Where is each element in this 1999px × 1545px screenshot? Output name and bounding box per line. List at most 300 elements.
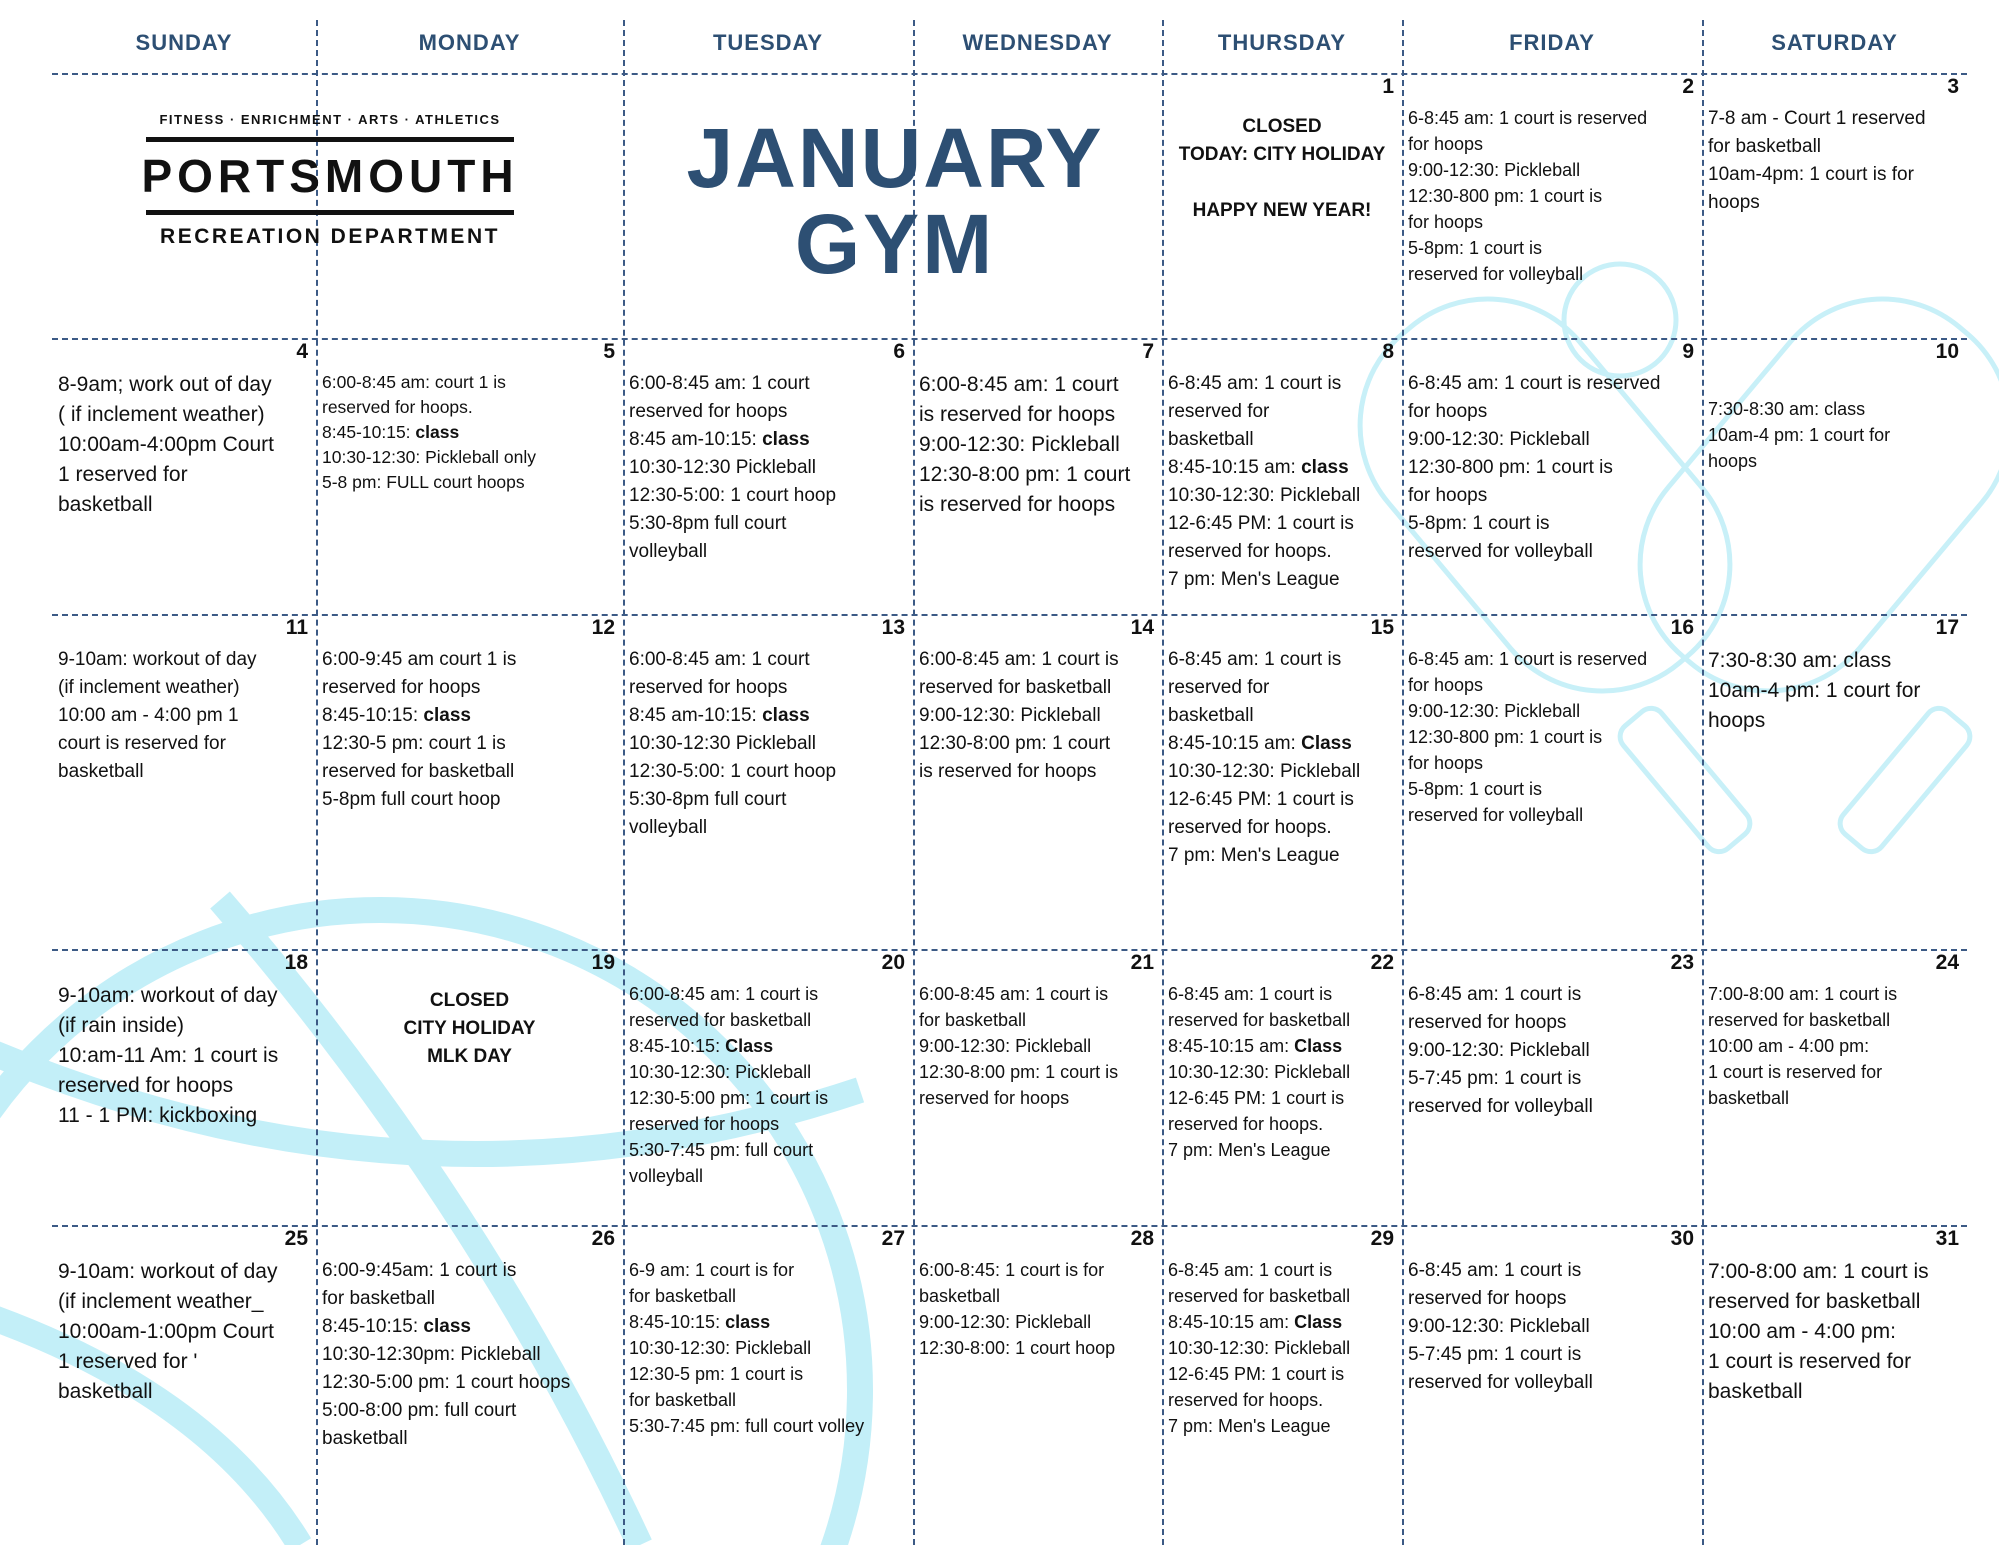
schedule-line: [629, 1257, 907, 1283]
day-cell: [623, 614, 913, 949]
schedule-text: 12:30-8:00: 1 court hoop: [919, 1338, 1116, 1358]
schedule-line: [1708, 370, 1961, 396]
schedule-line: [1168, 1257, 1396, 1283]
schedule-text: reserved for: [1168, 401, 1270, 422]
weekday-header: SUNDAY: [135, 30, 233, 55]
schedule-text: 12:30-5 pm: court 1 is: [322, 733, 506, 754]
schedule-lines: [1408, 646, 1696, 828]
schedule-text: 8:45 am-10:15:: [629, 705, 763, 726]
schedule-lines: [1708, 981, 1961, 1111]
schedule-line: [58, 1257, 310, 1287]
schedule-lines: [1708, 105, 1961, 217]
schedule-line: [629, 398, 907, 426]
schedule-text: 5-7:45 pm: 1 court is: [1408, 1068, 1582, 1089]
schedule-text: 12:30-8:00 pm: 1 court: [919, 463, 1131, 486]
schedule-lines: [919, 646, 1156, 786]
schedule-text: 5:30-8pm full court: [629, 789, 787, 810]
day-number: 12: [591, 616, 615, 639]
schedule-text: reserved for hoops: [919, 1088, 1070, 1108]
schedule-lines: [322, 646, 617, 814]
schedule-line: [1408, 981, 1696, 1009]
schedule-text: for hoops: [1408, 753, 1484, 773]
schedule-line: [322, 445, 617, 470]
schedule-line: [58, 1347, 310, 1377]
day-number: 15: [1370, 616, 1394, 639]
schedule-line: [1168, 674, 1396, 702]
schedule-line: [322, 646, 617, 674]
schedule-line: [1408, 802, 1696, 828]
schedule-text: reserved for hoops.: [1168, 1390, 1324, 1410]
schedule-text: is reserved for hoops: [919, 493, 1116, 516]
schedule-line: [1408, 209, 1696, 235]
schedule-line: [629, 1085, 907, 1111]
class-label: class: [762, 705, 810, 726]
schedule-text: 8:45 am-10:15:: [629, 429, 763, 450]
schedule-line: [629, 1007, 907, 1033]
schedule-line: [1408, 235, 1696, 261]
schedule-line: [919, 674, 1156, 702]
schedule-line: [1408, 105, 1696, 131]
schedule-text: 5-7:45 pm: 1 court is: [1408, 1344, 1582, 1365]
logo-rule: [146, 210, 514, 215]
schedule-text: reserved for volleyball: [1408, 805, 1584, 825]
schedule-text: 9:00-12:30: Pickleball: [919, 705, 1101, 726]
schedule-text: 6-8:45 am: 1 court is: [1408, 1260, 1582, 1281]
closed-notice: [322, 987, 617, 1071]
schedule-text: 1 court is reserved for: [1708, 1062, 1883, 1082]
schedule-text: 10:am-11 Am: 1 court is: [58, 1044, 279, 1067]
schedule-line: [629, 646, 907, 674]
schedule-text: 10:30-12:30: Pickleball: [1168, 761, 1361, 782]
schedule-line: [322, 420, 617, 445]
schedule-text: reserved for volleyball: [1408, 1096, 1593, 1117]
schedule-text: 12:30-8:00 pm: 1 court is: [919, 1062, 1119, 1082]
schedule-text: reserved for hoops: [629, 677, 788, 698]
schedule-text: 12:30-8:00 pm: 1 court: [919, 733, 1111, 754]
schedule-line: [1168, 566, 1396, 594]
schedule-text: 9-10am: workout of day: [58, 649, 257, 670]
schedule-text: 10:00am-4:00pm Court: [58, 433, 274, 456]
schedule-text: reserved for basketball: [1168, 1010, 1351, 1030]
schedule-text: basketball: [919, 1286, 1001, 1306]
schedule-line: [1708, 448, 1961, 474]
schedule-text: 11 - 1 PM: kickboxing: [58, 1104, 258, 1127]
schedule-text: 6-8:45 am: 1 court is reserved: [1408, 649, 1648, 669]
schedule-line: [919, 1257, 1156, 1283]
schedule-line: [1408, 538, 1696, 566]
schedule-text: 10:00am-1:00pm Court: [58, 1320, 274, 1343]
schedule-text: reserved for volleyball: [1408, 1372, 1593, 1393]
day-cell: [1702, 1225, 1967, 1545]
schedule-line: [629, 814, 907, 842]
schedule-lines: [58, 981, 310, 1131]
day-cell: [1702, 949, 1967, 1225]
schedule-line: [629, 482, 907, 510]
schedule-line: [1708, 1317, 1961, 1347]
schedule-line: [1408, 776, 1696, 802]
day-cell: [52, 614, 316, 949]
schedule-text: 1 reserved for ': [58, 1350, 198, 1373]
schedule-line: [58, 1101, 310, 1131]
schedule-text: 9:00-12:30: Pickleball: [919, 1036, 1092, 1056]
schedule-text: for basketball: [919, 1010, 1027, 1030]
schedule-line: [58, 400, 310, 430]
schedule-line: [1168, 538, 1396, 566]
schedule-line: [58, 1287, 310, 1317]
schedule-line: [629, 1059, 907, 1085]
day-cell: [1402, 338, 1702, 614]
schedule-line: [322, 786, 617, 814]
schedule-text: basketball: [322, 1428, 408, 1449]
day-number: 23: [1670, 951, 1694, 974]
schedule-line: [629, 538, 907, 566]
schedule-text: 6-9 am: 1 court is for: [629, 1260, 795, 1280]
schedule-text: 7 pm: Men's League: [1168, 1416, 1331, 1436]
schedule-text: 10:00 am - 4:00 pm 1: [58, 705, 239, 726]
schedule-text: 10:30-12:30: Pickleball: [629, 1338, 812, 1358]
schedule-text: 10am-4 pm: 1 court for: [1708, 679, 1921, 702]
class-label: Class: [1294, 1312, 1343, 1332]
schedule-line: [1408, 398, 1696, 426]
schedule-text: 5:30-7:45 pm: full court volley: [629, 1416, 865, 1436]
schedule-line: [1168, 510, 1396, 538]
schedule-text: 12:30-5:00 pm: 1 court hoops: [322, 1372, 571, 1393]
schedule-line: [1168, 1085, 1396, 1111]
schedule-line: [58, 370, 310, 400]
schedule-line: [1168, 141, 1396, 169]
schedule-text: 8:45-10:15:: [322, 705, 424, 726]
schedule-text: 12:30-800 pm: 1 court is: [1408, 186, 1603, 206]
schedule-line: [1168, 1335, 1396, 1361]
schedule-text: 12-6:45 PM: 1 court is: [1168, 1364, 1345, 1384]
schedule-text: (if inclement weather): [58, 677, 240, 698]
schedule-lines: [1708, 370, 1961, 474]
schedule-text: reserved for basketball: [1708, 1290, 1921, 1313]
schedule-text: 12:30-800 pm: 1 court is: [1408, 457, 1613, 478]
schedule-text: CLOSED: [429, 990, 510, 1011]
schedule-line: [322, 1015, 617, 1043]
schedule-lines: [629, 646, 907, 842]
schedule-text: 12-6:45 PM: 1 court is: [1168, 789, 1354, 810]
schedule-lines: [1168, 646, 1396, 870]
schedule-line: [322, 1313, 617, 1341]
schedule-text: 7-8 am - Court 1 reserved: [1708, 108, 1926, 129]
schedule-line: [1168, 646, 1396, 674]
class-label: class: [415, 422, 460, 442]
schedule-text: 5-8pm: 1 court is: [1408, 513, 1550, 534]
schedule-line: [629, 454, 907, 482]
schedule-text: reserved for hoops: [1408, 1012, 1567, 1033]
schedule-line: [629, 370, 907, 398]
schedule-text: reserved for hoops.: [1168, 1114, 1324, 1134]
schedule-line: [1168, 1137, 1396, 1163]
schedule-text: reserved for volleyball: [1408, 264, 1584, 284]
schedule-text: is reserved for hoops: [919, 403, 1116, 426]
schedule-lines: [1408, 105, 1696, 287]
schedule-line: [322, 1285, 617, 1313]
schedule-text: reserved for: [1168, 677, 1270, 698]
schedule-text: for hoops: [1408, 134, 1484, 154]
schedule-line: [1408, 1009, 1696, 1037]
weekday-header: WEDNESDAY: [962, 30, 1113, 55]
schedule-lines: [1168, 1257, 1396, 1439]
title-gym: GYM: [794, 197, 996, 291]
schedule-lines: [1408, 1257, 1696, 1397]
schedule-text: 6:00-8:45: 1 court is for: [919, 1260, 1105, 1280]
schedule-text: 7:00-8:00 am: 1 court is: [1708, 984, 1898, 1004]
schedule-text: reserved for hoops: [322, 677, 481, 698]
schedule-line: [58, 430, 310, 460]
schedule-text: for hoops: [1408, 675, 1484, 695]
schedule-text: 9:00-12:30: Pickleball: [1408, 1316, 1590, 1337]
schedule-line: [919, 1085, 1156, 1111]
schedule-text: HAPPY NEW YEAR!: [1192, 200, 1372, 221]
schedule-line: [58, 1011, 310, 1041]
logo-tagline: FITNESS · ENRICHMENT · ARTS · ATHLETICS: [159, 112, 501, 127]
class-label: Class: [725, 1036, 774, 1056]
schedule-text: 6:00-9:45am: 1 court is: [322, 1260, 517, 1281]
schedule-text: volleyball: [629, 541, 708, 562]
schedule-line: [322, 758, 617, 786]
schedule-text: 8:45-10:15:: [322, 422, 416, 442]
schedule-text: 12-6:45 PM: 1 court is: [1168, 1088, 1345, 1108]
schedule-line: [1168, 1413, 1396, 1439]
schedule-text: CLOSED: [1242, 116, 1322, 137]
schedule-line: [1408, 724, 1696, 750]
schedule-text: 5-8pm: 1 court is: [1408, 779, 1543, 799]
schedule-line: [919, 758, 1156, 786]
schedule-text: 8:45-10:15 am:: [1168, 457, 1302, 478]
schedule-text: 5-8pm full court hoop: [322, 789, 501, 810]
schedule-text: 6-8:45 am: 1 court is reserved: [1408, 373, 1661, 394]
schedule-line: [919, 1033, 1156, 1059]
day-cell: [316, 614, 623, 949]
schedule-line: [322, 1257, 617, 1285]
schedule-text: 9:00-12:30: Pickleball: [1408, 701, 1581, 721]
schedule-line: [629, 1309, 907, 1335]
schedule-line: [629, 1137, 907, 1163]
schedule-line: [322, 470, 617, 495]
schedule-line: [629, 1413, 907, 1439]
schedule-text: 6-8:45 am: 1 court is: [1168, 649, 1342, 670]
schedule-line: [1408, 1065, 1696, 1093]
schedule-text: reserved for hoops.: [1168, 541, 1332, 562]
schedule-text: 10am-4pm: 1 court is for: [1708, 164, 1914, 185]
schedule-text: 10:30-12:30 Pickleball: [629, 457, 816, 478]
schedule-text: 6:00-8:45 am: 1 court: [919, 373, 1119, 396]
class-label: Class: [1294, 1036, 1343, 1056]
day-number: 17: [1935, 616, 1959, 639]
schedule-line: [1168, 454, 1396, 482]
schedule-line: [1168, 1309, 1396, 1335]
schedule-lines: [919, 981, 1156, 1111]
logo-rule: [146, 137, 514, 142]
day-cell: [1402, 1225, 1702, 1545]
schedule-text: 6:00-9:45 am court 1 is: [322, 649, 517, 670]
day-cell: [913, 1225, 1162, 1545]
schedule-line: [1708, 1033, 1961, 1059]
schedule-text: 6:00-8:45 am: 1 court: [629, 649, 810, 670]
day-cell: [623, 1225, 913, 1545]
schedule-line: [322, 1341, 617, 1369]
schedule-lines: [919, 1257, 1156, 1361]
schedule-text: 12:30-800 pm: 1 court is: [1408, 727, 1603, 747]
schedule-line: [58, 1071, 310, 1101]
schedule-line: [629, 426, 907, 454]
schedule-text: reserved for basketball: [322, 761, 515, 782]
schedule-line: [322, 987, 617, 1015]
schedule-line: [1708, 1059, 1961, 1085]
day-cell: [1162, 73, 1402, 338]
schedule-line: [1408, 482, 1696, 510]
schedule-text: volleyball: [629, 817, 708, 838]
day-number: 9: [1682, 340, 1694, 363]
schedule-line: [629, 1163, 907, 1189]
schedule-text: basketball: [1168, 705, 1254, 726]
day-cell: [52, 1225, 316, 1545]
schedule-lines: [629, 370, 907, 566]
schedule-text: 5:30-8pm full court: [629, 513, 787, 534]
schedule-text: 6:00-8:45 am: 1 court: [629, 373, 810, 394]
class-label: class: [762, 429, 810, 450]
schedule-lines: [322, 370, 617, 495]
schedule-line: [1408, 1369, 1696, 1397]
schedule-text: for hoops: [1408, 401, 1488, 422]
schedule-line: [1168, 1111, 1396, 1137]
day-cell: [316, 338, 623, 614]
schedule-text: basketball: [1708, 1380, 1803, 1403]
schedule-line: [919, 370, 1156, 400]
day-cell: [1702, 73, 1967, 338]
schedule-lines: [1708, 1257, 1961, 1407]
schedule-line: [1168, 758, 1396, 786]
weekday-header: THURSDAY: [1217, 30, 1347, 55]
schedule-text: MLK DAY: [427, 1046, 512, 1067]
schedule-lines: [322, 1257, 617, 1453]
schedule-line: [1708, 981, 1961, 1007]
schedule-text: 9-10am: workout of day: [58, 984, 278, 1007]
schedule-line: [1168, 842, 1396, 870]
schedule-text: 9-10am: workout of day: [58, 1260, 278, 1283]
schedule-line: [1408, 698, 1696, 724]
class-label: class: [423, 705, 471, 726]
schedule-line: [322, 702, 617, 730]
schedule-line: [58, 758, 310, 786]
schedule-line: [1408, 157, 1696, 183]
schedule-text: reserved for hoops: [58, 1074, 234, 1097]
schedule-line: [1708, 706, 1961, 736]
class-label: class: [423, 1316, 471, 1337]
day-number: 28: [1130, 1227, 1154, 1250]
schedule-text: reserved for basketball: [919, 677, 1112, 698]
day-number: 11: [285, 616, 308, 639]
day-cell: [316, 1225, 623, 1545]
day-number: 18: [284, 951, 308, 974]
schedule-line: [1708, 105, 1961, 133]
schedule-line: [629, 510, 907, 538]
schedule-text: 12:30-5:00 pm: 1 court is: [629, 1088, 829, 1108]
schedule-line: [629, 702, 907, 730]
schedule-line: [1168, 1007, 1396, 1033]
day-cell: [913, 949, 1162, 1225]
schedule-text: 9:00-12:30: Pickleball: [919, 1312, 1092, 1332]
schedule-line: [1408, 426, 1696, 454]
schedule-line: [1168, 197, 1396, 225]
portsmouth-logo: [140, 112, 520, 249]
schedule-line: [58, 490, 310, 520]
day-cell: [1162, 338, 1402, 614]
weekday-header: TUESDAY: [712, 30, 824, 55]
schedule-line: [1408, 1257, 1696, 1285]
day-number: 3: [1947, 75, 1959, 98]
schedule-line: [629, 1283, 907, 1309]
schedule-line: [1708, 133, 1961, 161]
schedule-line: [1168, 981, 1396, 1007]
schedule-text: for hoops: [1408, 485, 1488, 506]
schedule-line: [58, 1377, 310, 1407]
schedule-line: [1408, 183, 1696, 209]
schedule-line: [919, 1335, 1156, 1361]
schedule-line: [1408, 454, 1696, 482]
day-number: 14: [1130, 616, 1154, 639]
schedule-line: [58, 1041, 310, 1071]
schedule-text: reserved for basketball: [629, 1010, 812, 1030]
schedule-line: [919, 490, 1156, 520]
schedule-line: [629, 730, 907, 758]
schedule-text: 5-8pm: 1 court is: [1408, 238, 1543, 258]
schedule-text: hoops: [1708, 451, 1758, 471]
schedule-line: [1168, 113, 1396, 141]
schedule-lines: [919, 370, 1156, 520]
schedule-line: [919, 460, 1156, 490]
schedule-text: 7:00-8:00 am: 1 court is: [1708, 1260, 1929, 1283]
schedule-line: [58, 674, 310, 702]
schedule-text: for hoops: [1408, 212, 1484, 232]
schedule-text: basketball: [1168, 429, 1254, 450]
day-number: 16: [1670, 616, 1694, 639]
schedule-line: [1708, 1287, 1961, 1317]
schedule-text: 8:45-10:15:: [629, 1312, 726, 1332]
schedule-text: 7 pm: Men's League: [1168, 845, 1340, 866]
schedule-text: 12:30-5:00: 1 court hoop: [629, 485, 837, 506]
schedule-text: 10:30-12:30: Pickleball: [629, 1062, 812, 1082]
day-number: 8: [1382, 340, 1394, 363]
schedule-lines: [58, 1257, 310, 1407]
weekday-header: FRIDAY: [1509, 30, 1595, 55]
schedule-text: 6-8:45 am: 1 court is: [1168, 373, 1342, 394]
schedule-text: 8-9am; work out of day: [58, 373, 272, 396]
schedule-line: [322, 1043, 617, 1071]
schedule-line: [1408, 131, 1696, 157]
schedule-line: [629, 758, 907, 786]
schedule-line: [1408, 1037, 1696, 1065]
day-number: 31: [1935, 1227, 1959, 1250]
schedule-text: 6:00-8:45 am: 1 court is: [919, 984, 1109, 1004]
schedule-text: basketball: [58, 493, 153, 516]
schedule-text: CITY HOLIDAY: [403, 1018, 536, 1039]
schedule-line: [1168, 1361, 1396, 1387]
schedule-line: [1408, 672, 1696, 698]
schedule-line: [1408, 510, 1696, 538]
schedule-text: TODAY: CITY HOLIDAY: [1178, 144, 1386, 165]
day-number: 21: [1130, 951, 1154, 974]
schedule-text: 9:00-12:30: Pickleball: [1408, 160, 1581, 180]
schedule-lines: [629, 1257, 907, 1439]
schedule-line: [1168, 786, 1396, 814]
schedule-line: [629, 1387, 907, 1413]
schedule-line: [1168, 1283, 1396, 1309]
schedule-text: 10:00 am - 4:00 pm:: [1708, 1036, 1870, 1056]
